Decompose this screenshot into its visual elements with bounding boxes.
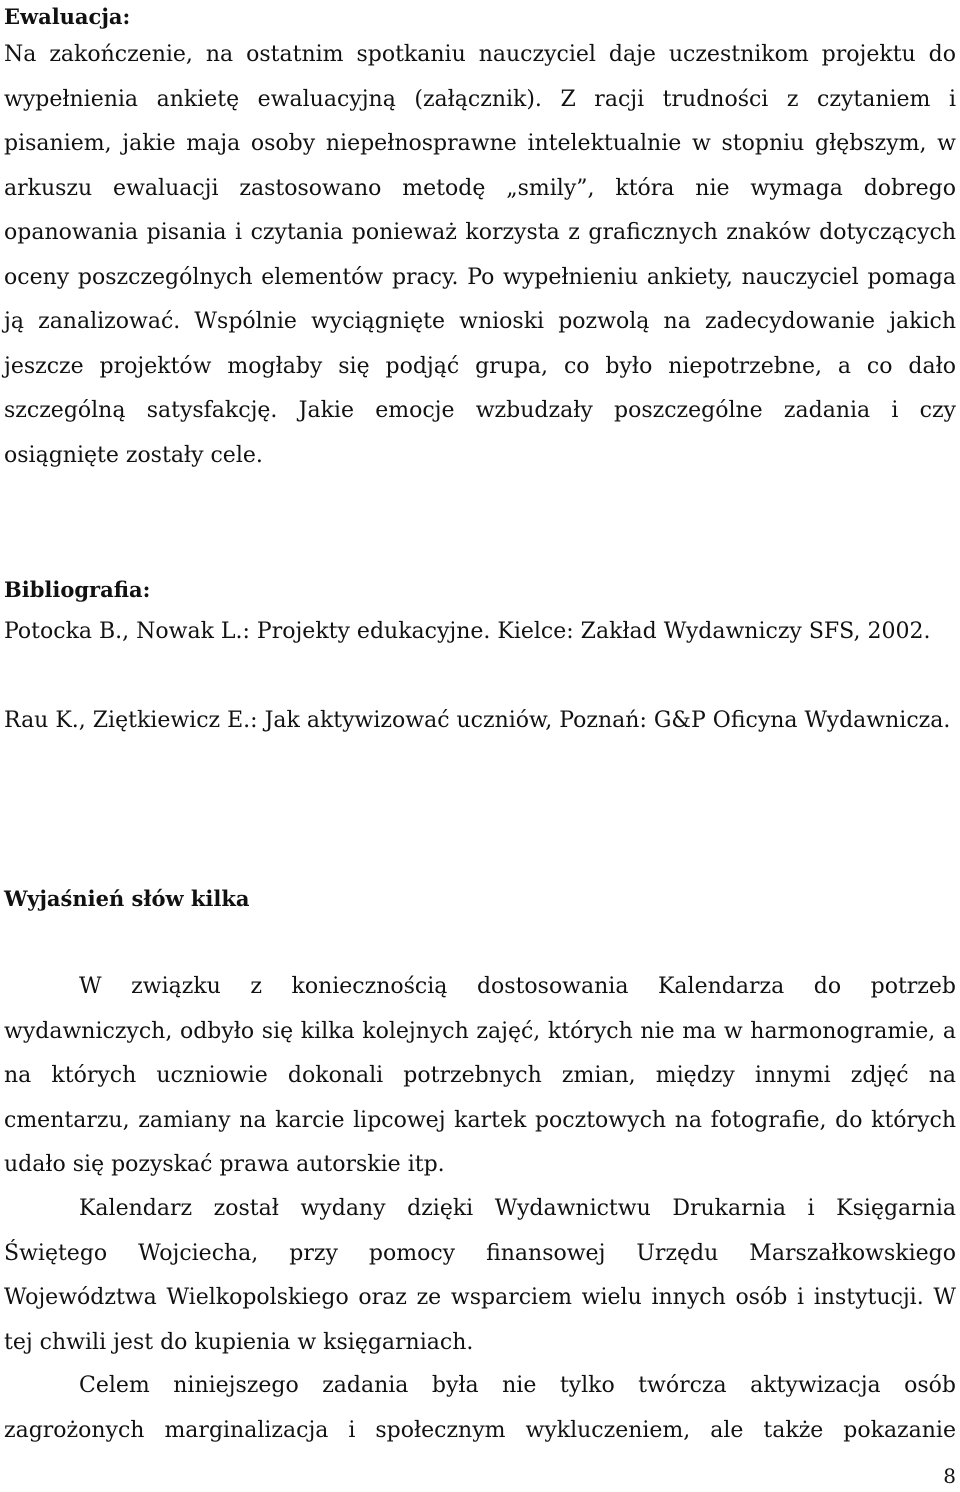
bibliography-entry: Potocka B., Nowak L.: Projekty edukacyjne. Kielce: Zakład Wydawniczy SFS, 2002. bbox=[4, 619, 931, 644]
evaluation-heading: Ewaluacja: bbox=[4, 4, 131, 29]
bibliography-heading: Bibliografia: bbox=[4, 577, 151, 602]
explanation-heading: Wyjaśnień słów kilka bbox=[4, 886, 250, 911]
page-number: 8 bbox=[943, 1464, 956, 1488]
explanation-paragraph: W związku z koniecznością dostosowania Kalendarza do potrzeb wydawniczych, odbyło się kilka kolejnych zajęć, których nie ma w harmonogramie, a na których uczniowie dokonali potrzebnych zmian, między innymi zdjęć na cmentarzu, zamiany na karcie lipcowej kartek pocztowych na fotografie, do których udało się pozyskać prawa autorskie itp. bbox=[4, 974, 956, 1177]
bibliography-entry: Rau K., Ziętkiewicz E.: Jak aktywizować uczniów, Poznań: G&P Oficyna Wydawnicza. bbox=[4, 708, 951, 733]
evaluation-paragraph: Na zakończenie, na ostatnim spotkaniu nauczyciel daje uczestnikom projektu do wypełnienia ankietę ewaluacyjną (załącznik). Z racji trudności z czytaniem i pisaniem, jakie maja osoby niepełnosprawne intelektualnie w stopniu głębszym, w arkuszu ewaluacji zastosowano metodę „smily”, która nie wymaga dobrego opanowania pisania i czytania ponieważ korzysta z graficznych znaków dotyczących oceny poszczególnych elementów pracy. Po wypełnieniu ankiety, nauczyciel pomaga ją zanalizować. Wspólnie wyciągnięte wnioski pozwolą na zadecydowanie jakich jeszcze projektów mogłaby się podjąć grupa, co było niepotrzebne, a co dało szczególną satysfakcję. Jakie emocje wzbudzały poszczególne zadania i czy osiągnięte zostały cele. bbox=[4, 42, 956, 468]
explanation-paragraph: Kalendarz został wydany dzięki Wydawnictwu Drukarnia i Księgarnia Świętego Wojciecha, przy pomocy finansowej Urzędu Marszałkowskiego Województwa Wielkopolskiego oraz ze wsparciem wielu innych osób i instytucji. W tej chwili jest do kupienia w księgarniach. bbox=[4, 1196, 956, 1355]
explanation-paragraph: Celem niniejszego zadania była nie tylko twórcza aktywizacja osób zagrożonych marginalizacja i społecznym wykluczeniem, ale także pokazanie bbox=[4, 1373, 956, 1443]
